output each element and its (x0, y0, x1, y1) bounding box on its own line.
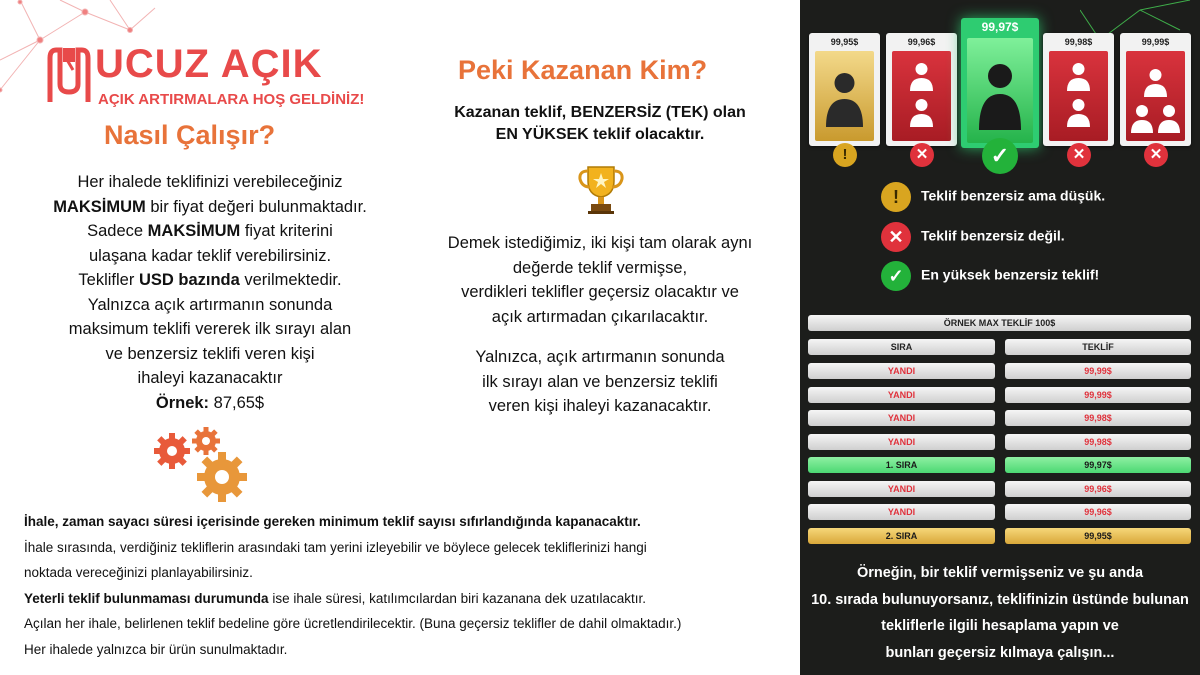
cross-icon: ✕ (881, 222, 911, 252)
how-line: ulaşana kadar teklif verebilirsiniz. (88, 246, 332, 265)
logo-icon (46, 44, 92, 104)
table-cell-rank: YANDI (808, 410, 995, 426)
table-cell-bid: 99,98$ (1005, 410, 1191, 426)
how-heading: Nasıl Çalışır? (104, 120, 276, 150)
how-line: MAKSİMUM bir fiyat değeri bulunmaktadır. (53, 197, 367, 216)
people-icon (1049, 51, 1108, 141)
winner-explanation: Demek istediğimiz, iki kişi tam olarak aynı değerde teklif vermişse, verdikleri teklifler geçersiz olacaktır ve açık artırmadan çıkarılacaktır. Yalnızca, açık artırmanın sonunda ilk sırayı alan ve benzersiz teklifi veren kişi ihaleyi kazanacaktır. (447, 234, 753, 415)
winner-rule: Kazanan teklif, BENZERSİZ (TEK) olan EN YÜKSEK teklif olacaktır. (454, 104, 746, 143)
not-unique-icon: ✕ (910, 143, 934, 167)
table-cell-rank: YANDI (808, 434, 995, 450)
how-line: Sadece MAKSİMUM fiyat kriterini (87, 222, 333, 240)
how-line: Teklifler USD bazında verilmektedir. (78, 271, 342, 289)
table-cell-rank: YANDI (808, 481, 995, 497)
bid-card: 99,95$ (809, 33, 880, 146)
legend-not-unique: ✕ Teklif benzersiz değil. (881, 222, 1065, 252)
person-icon (815, 51, 874, 141)
legend-highest-unique: ✓ En yüksek benzersiz teklif! (881, 261, 1099, 291)
table-cell-rank: YANDI (808, 363, 995, 379)
person-icon (967, 38, 1033, 143)
logo-subtitle: AÇIK ARTIRMALARA HOŞ GELDİNİZ! (98, 91, 365, 108)
how-line: ve benzersiz teklifi veren kişi (105, 344, 315, 363)
bid-card: 99,96$ (886, 33, 957, 146)
rules-text: İhale, zaman sayacı süresi içerisinde gereken minimum teklif sayısı sıfırlandığında kapanacaktır. İhale sırasında, verdiğiniz tekliflerin arasındaki tam yerini izleyebilir ve böylece gelecek tekliflerinizi hangi noktada vereceğinizi planlayabilirsiniz. Yeterli teklif bulunmaması durumunda ise ihale süresi, katılımcılardan biri kazanana dek uzatılacaktır. Açılan her ihale, belirlenen teklif bedeline göre ücretlendirilecektir. (Buna geçersiz teklifler de dahil olmaktadır.) Her ihalede yalnızca bir ürün sunulmaktadır. (24, 514, 682, 657)
how-line: Yalnızca açık artırmanın sonunda (87, 295, 333, 314)
example-note: Örneğin, bir teklif vermişseniz ve şu anda 10. sırada bulunuyorsanız, teklifinizin üstünde bulunan tekliflerle ilgili hesaplama yapın ve bunları geçersiz kılmaya çalışın... (811, 565, 1189, 661)
table-cell-bid: 99,96$ (1005, 504, 1191, 520)
bid-card: 99,99$ (1120, 33, 1191, 146)
bid-card-winner: 99,97$ (961, 18, 1039, 148)
table-cell-bid: 99,99$ (1005, 387, 1191, 403)
bid-card: 99,98$ (1043, 33, 1114, 146)
table-cell-bid: 99,97$ (1005, 457, 1191, 473)
table-cell-rank: YANDI (808, 387, 995, 403)
how-line: Örnek: 87,65$ (155, 393, 265, 412)
check-icon: ✓ (881, 261, 911, 291)
how-line: maksimum teklifi vererek ilk sırayı alan (68, 320, 352, 338)
table-cell-bid: 99,96$ (1005, 481, 1191, 497)
logo-title: UCUZ AÇIK (95, 42, 323, 86)
trophy-icon (578, 163, 624, 215)
people-icon (1126, 51, 1185, 141)
people-icon (892, 51, 951, 141)
table-cell-rank: YANDI (808, 504, 995, 520)
table-header-bid: TEKLİF (1005, 339, 1191, 355)
legend-unique-low: ! Teklif benzersiz ama düşük. (881, 182, 1105, 212)
gears-icon (150, 425, 250, 505)
winner-check-icon: ✓ (982, 138, 1018, 174)
how-line: ihaleyi kazanacaktır (137, 369, 283, 387)
table-cell-bid: 99,95$ (1005, 528, 1191, 544)
table-header-rank: SIRA (808, 339, 995, 355)
unique-low-icon: ! (833, 143, 857, 167)
table-cell-bid: 99,99$ (1005, 363, 1191, 379)
not-unique-icon: ✕ (1067, 143, 1091, 167)
exclamation-icon: ! (881, 182, 911, 212)
winner-heading: Peki Kazanan Kim? (458, 55, 708, 85)
not-unique-icon: ✕ (1144, 143, 1168, 167)
how-line: Her ihalede teklifinizi verebileceğiniz (77, 173, 343, 191)
how-text (10, 170, 410, 415)
table-cell-bid: 99,98$ (1005, 434, 1191, 450)
table-title: ÖRNEK MAX TEKLİF 100$ (808, 315, 1191, 331)
table-cell-rank: 2. SIRA (808, 528, 995, 544)
table-cell-rank: 1. SIRA (808, 457, 995, 473)
